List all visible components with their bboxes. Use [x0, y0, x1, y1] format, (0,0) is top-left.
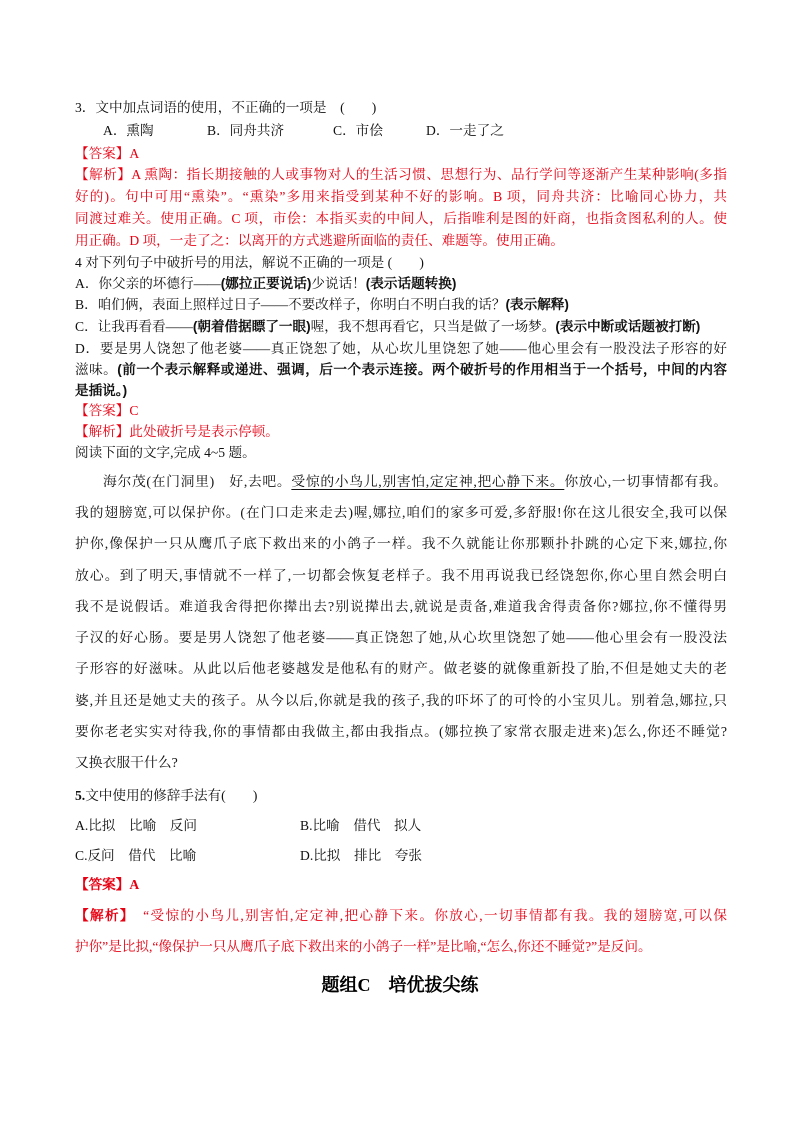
q3-answer: 【答案】A [75, 146, 140, 161]
q3-options [0, 120, 800, 141]
q4-option-c-explanation: (表示中断或话题被打断) [555, 319, 701, 334]
q4-option-a-text: 少说话！ [311, 276, 366, 291]
passage-underlined-text: 受惊的小鸟儿,别害怕,定定神,把心静下来。 [291, 474, 565, 489]
q5-stem [75, 785, 727, 806]
q4-option-a-text: A．你父亲的坏德行—— [75, 276, 221, 291]
q3-analysis-line: 同渡过难关。使用正确。C 项，市侩：本指买卖的中间人，后指唯利是图的奸商，也指贪图私利的人。使 [75, 211, 727, 226]
q4-option-d-line [75, 359, 727, 380]
q4-option-c-text: 喔，我不想再看它，只当是做了一场梦。 [310, 319, 556, 334]
passage-line: 我的翅膀宽,可以保护你。(在门口走来走去)喔,娜拉,咱们的家多可爱,多舒服!你在这儿很安全,我可以保 [75, 505, 727, 520]
q3-option-d: D．一走了之 [426, 123, 504, 138]
q3-option-a: A．熏陶 [103, 123, 154, 138]
q5-option-d: D.比拟 排比 夸张 [300, 848, 422, 863]
q4-option-d-text: D．要是男人饶恕了他老婆——真正饶恕了她，从心坎儿里饶恕了她——他心里会有一股没法子形容的好 [75, 341, 727, 356]
q4-option-a-stage-direction: (娜拉正要说话) [220, 276, 312, 291]
passage-line: 子汉的好心肠。要是男人饶恕了他老婆——真正饶恕了她,从心坎里饶恕了她——他心里会有一股没法 [75, 630, 727, 645]
passage-line: 护你,像保护一只从鹰爪子底下救出来的小鸽子一样。我不久就能让你那颗扑扑跳的心定下来,娜拉,你 [75, 536, 727, 551]
q4-option-d-text: 滋味。 [75, 362, 118, 377]
q5-options-row [0, 815, 800, 836]
q4-option-c [75, 316, 727, 337]
q5-number: 5. [75, 788, 86, 803]
q4-option-d-line [75, 380, 727, 401]
q4-option-d-line [75, 338, 727, 359]
q4-option-b-explanation: (表示解释) [505, 297, 569, 312]
q3-analysis-line: 好的)。句中可用“熏染”。“熏染”多用来指受到某种不好的影响。B 项，同舟共济：比喻同心协力，共 [75, 189, 727, 204]
q5-option-b: B.比喻 借代 拟人 [300, 818, 422, 833]
passage-text: 海尔茂(在门洞里) 好,去吧。 [103, 474, 292, 489]
passage-line: 又换衣服干什么? [75, 755, 178, 770]
q5-answer: 【答案】A [75, 877, 140, 892]
q4-option-b-text: B．咱们俩，表面上照样过日子——不要改样子，你明白不明白我的话？ [75, 297, 506, 312]
q4-option-b [75, 294, 727, 315]
q4-option-c-stage-direction: (朝着借据瞟了一眼) [192, 319, 311, 334]
q3-analysis-line: 【解析】A 熏陶：指长期接触的人或事物对人的生活习惯、思想行为、品行学问等逐渐产生某种影响(多指 [75, 167, 727, 182]
q3-option-b: B．同舟共济 [207, 123, 285, 138]
q4-option-a-explanation: (表示话题转换) [365, 276, 457, 291]
q3-analysis-line: 用正确。D 项，一走了之：以离开的方式逃避所面临的责任、难题等。使用正确。 [75, 233, 564, 248]
passage-line: 我不是说假话。难道我舍得把你撵出去?别说撵出去,就说是责备,难道我舍得责备你?娜拉,你不懂得男 [75, 599, 727, 614]
passage-line [75, 471, 727, 492]
q4-option-c-text: C．让我再看看—— [75, 319, 193, 334]
q4-analysis: 【解析】此处破折号是表示停顿。 [75, 424, 279, 439]
section-heading: 题组C 培优拔尖练 [321, 975, 479, 995]
q4-option-d-explanation: 是插说。) [75, 383, 128, 398]
q5-analysis-line: 护你”是比拟,“像保护一只从鹰爪子底下救出来的小鸽子一样”是比喻,“怎么,你还不睡觉?”是反问。 [75, 939, 652, 954]
q5-analysis-line [75, 905, 727, 926]
q4-option-d-explanation: (前一个表示解释或递进、强调，后一个表示连接。两个破折号的作用相当于一个括号，中间的内容 [117, 362, 728, 377]
q3-stem: 3．文中加点词语的使用，不正确的一项是 ( ) [75, 100, 377, 115]
q3-option-c: C．市侩 [333, 123, 383, 138]
reading-instruction: 阅读下面的文字,完成 4~5 题。 [75, 445, 256, 460]
passage-line: 子形容的好滋味。从此以后他老婆越发是他私有的财产。做老婆的就像重新投了胎,不但是她丈夫的老 [75, 661, 727, 676]
q4-stem: 4 对下列句子中破折号的用法，解说不正确的一项是 ( ) [75, 255, 424, 270]
q5-options-row [0, 845, 800, 866]
q5-analysis-label: 【解析】 [75, 908, 129, 923]
q4-option-a [75, 273, 727, 294]
q5-analysis-text: “受惊的小鸟儿,别害怕,定定神,把心静下来。你放心,一切事情都有我。我的翅膀宽,可以保 [128, 908, 727, 923]
q5-option-c: C.反问 借代 比喻 [75, 848, 197, 863]
q5-stem-text: 文中使用的修辞手法有( ) [85, 788, 258, 803]
q5-option-a: A.比拟 比喻 反问 [75, 818, 197, 833]
passage-text: 你放心,一切事情都有我。 [564, 474, 727, 489]
passage-line: 要你老老实实对待我,你的事情都由我做主,都由我指点。(娜拉换了家常衣服走进来)怎么,你还不睡觉? [75, 724, 727, 739]
q4-answer: 【答案】C [75, 403, 139, 418]
passage-line: 婆,并且还是她丈夫的孩子。从今以后,你就是我的孩子,我的吓坏了的可怜的小宝贝儿。别着急,娜拉,只 [75, 693, 727, 708]
passage-line: 放心。到了明天,事情就不一样了,一切都会恢复老样子。我不用再说我已经饶恕你,你心里自然会明白 [75, 568, 727, 583]
